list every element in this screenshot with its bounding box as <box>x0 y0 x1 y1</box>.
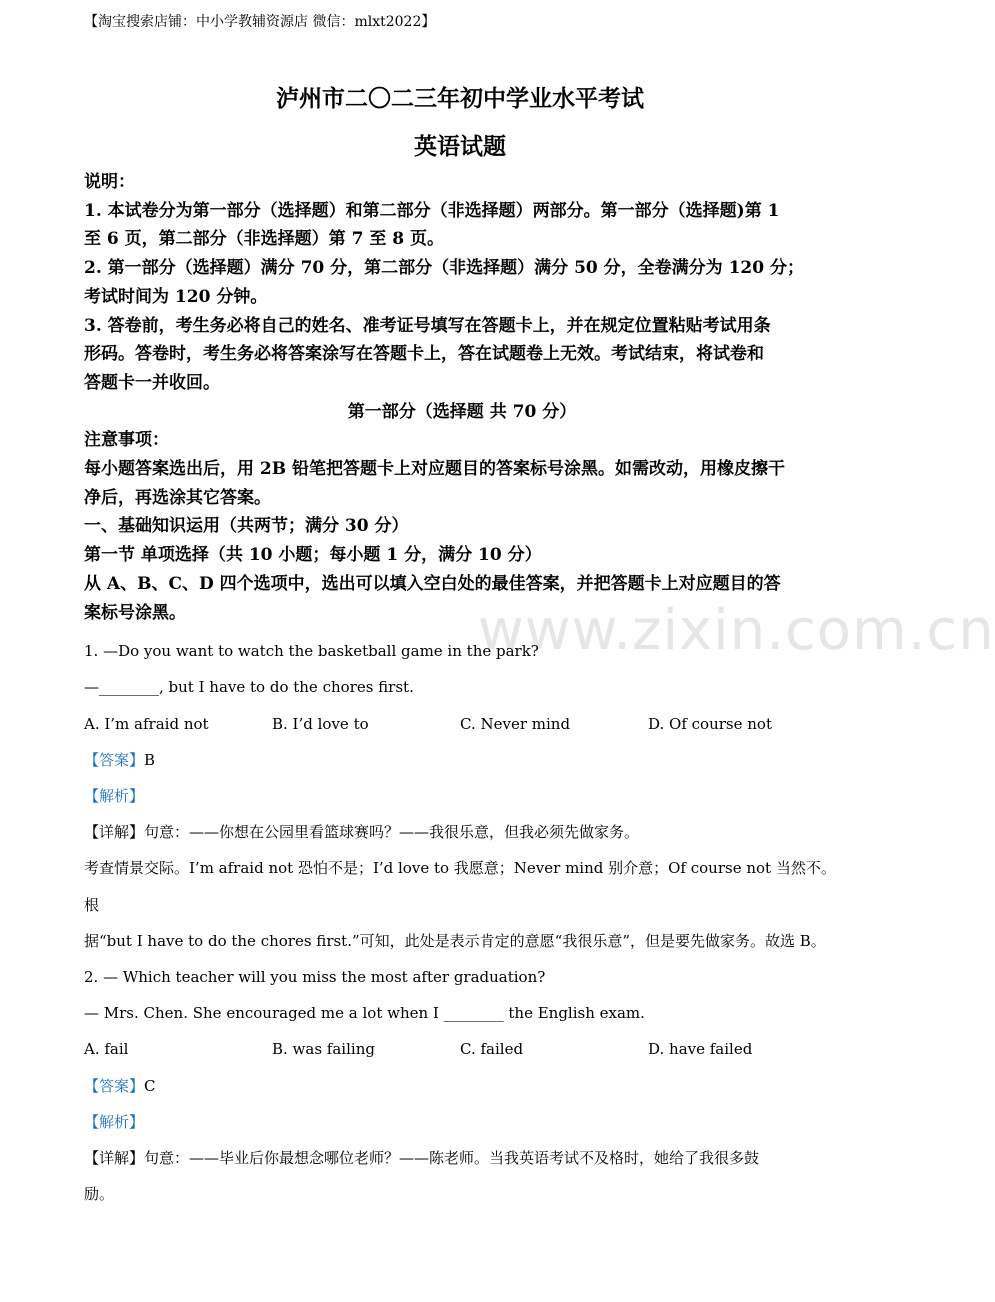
detail-text: 句意：——你想在公园里看篮球赛吗？——我很乐意，但我必须先做家务。 <box>144 823 640 842</box>
detail-line <box>84 814 840 850</box>
watermark: www.zixin.com.cn <box>478 598 995 663</box>
analysis-line <box>84 1104 840 1140</box>
notice-line: 每小题答案选出后，用 2B 铅笔把答题卡上对应题目的答案标号涂黑。如需改动，用橡皮擦干 <box>84 459 786 480</box>
question-line: —________, but I have to do the chores first. <box>84 678 414 697</box>
option-d: D. have failed <box>648 1040 753 1059</box>
exam-title: 泸州市二〇二三年初中学业水平考试 <box>276 85 644 112</box>
instruction-line: 2. 第一部分（选择题）满分 70 分，第二部分（非选择题）满分 50 分，全卷满分为 120 分； <box>84 258 804 279</box>
option-d: D. Of course not <box>648 714 772 733</box>
direction-line: 从 A、B、C、D 四个选项中，选出可以填入空白处的最佳答案，并把答题卡上对应题目的答 <box>84 573 781 594</box>
analysis-label: 【解析】 <box>84 787 145 806</box>
exam-subtitle: 英语试题 <box>414 133 506 160</box>
answer-value: C <box>144 1076 156 1095</box>
option-a: A. fail <box>84 1040 129 1059</box>
option-c: C. Never mind <box>460 714 571 733</box>
question-line: 2. — Which teacher will you miss the most after graduation? <box>84 968 546 987</box>
instruction-line: 1. 本试卷分为第一部分（选择题）和第二部分（非选择题）两部分。第一部分（选择题)第 1 <box>84 200 780 221</box>
instruction-line: 形码。答卷时，考生务必将答案涂写在答题卡上，答在试题卷上无效。考试结束，将试卷和 <box>84 344 764 365</box>
section-heading: 一、基础知识运用（共两节；满分 30 分） <box>84 516 409 537</box>
detail-label: 【详解】 <box>84 1149 145 1168</box>
answer-line <box>84 742 840 778</box>
instruction-line: 3. 答卷前，考生务必将自己的姓名、准考证号填写在答题卡上，并在规定位置粘贴考试用条 <box>84 315 771 336</box>
options-row <box>84 1031 840 1067</box>
instruction-line: 至 6 页，第二部分（非选择题）第 7 至 8 页。 <box>84 229 444 250</box>
direction-line: 案标号涂黑。 <box>84 602 186 623</box>
answer-label: 【答案】 <box>84 1076 145 1095</box>
explain-line: 据“but I have to do the chores first.”可知，此处是表示肯定的意愿“我很乐意”，但是要先做家务。故选 B。 <box>84 931 826 950</box>
part1-heading: 第一部分（选择题 共 70 分） <box>347 401 577 422</box>
option-c: C. failed <box>460 1040 524 1059</box>
instruction-line: 答题卡一并收回。 <box>84 372 220 393</box>
analysis-label: 【解析】 <box>84 1112 145 1131</box>
answer-label: 【答案】 <box>84 750 145 769</box>
question-line: 1. —Do you want to watch the basketball game in the park? <box>84 642 539 661</box>
analysis-line <box>84 778 840 814</box>
subsection-heading: 第一节 单项选择（共 10 小题；每小题 1 分，满分 10 分） <box>84 545 542 566</box>
options-row <box>84 706 840 742</box>
detail-line: 励。 <box>84 1185 115 1204</box>
notice-line: 净后，再选涂其它答案。 <box>84 487 271 508</box>
detail-label: 【详解】 <box>84 823 145 842</box>
option-b: B. I’d love to <box>272 714 369 733</box>
answer-value: B <box>144 750 156 769</box>
instructions-heading: 说明： <box>84 172 135 192</box>
question-line: — Mrs. Chen. She encouraged me a lot when I ________ the English exam. <box>84 1004 645 1023</box>
detail-text: 句意：——毕业后你最想念哪位老师？——陈老师。当我英语考试不及格时，她给了我很多鼓 <box>144 1149 760 1168</box>
header-note: 【淘宝搜索店铺：中小学教辅资源店 微信：mlxt2022】 <box>84 14 436 30</box>
detail-line <box>84 1140 840 1176</box>
instruction-line: 考试时间为 120 分钟。 <box>84 286 268 307</box>
option-b: B. was failing <box>272 1040 375 1059</box>
notice-heading: 注意事项： <box>84 430 169 451</box>
explain-line: 考查情景交际。I’m afraid not 恐怕不是；I’d love to 我愿意；Never mind 别介意；Of course not 当然不。根 <box>84 859 836 914</box>
document-body <box>84 168 840 1213</box>
question-1 <box>84 633 840 959</box>
option-a: A. I’m afraid not <box>84 714 209 733</box>
answer-line <box>84 1068 840 1104</box>
question-2 <box>84 959 840 1212</box>
